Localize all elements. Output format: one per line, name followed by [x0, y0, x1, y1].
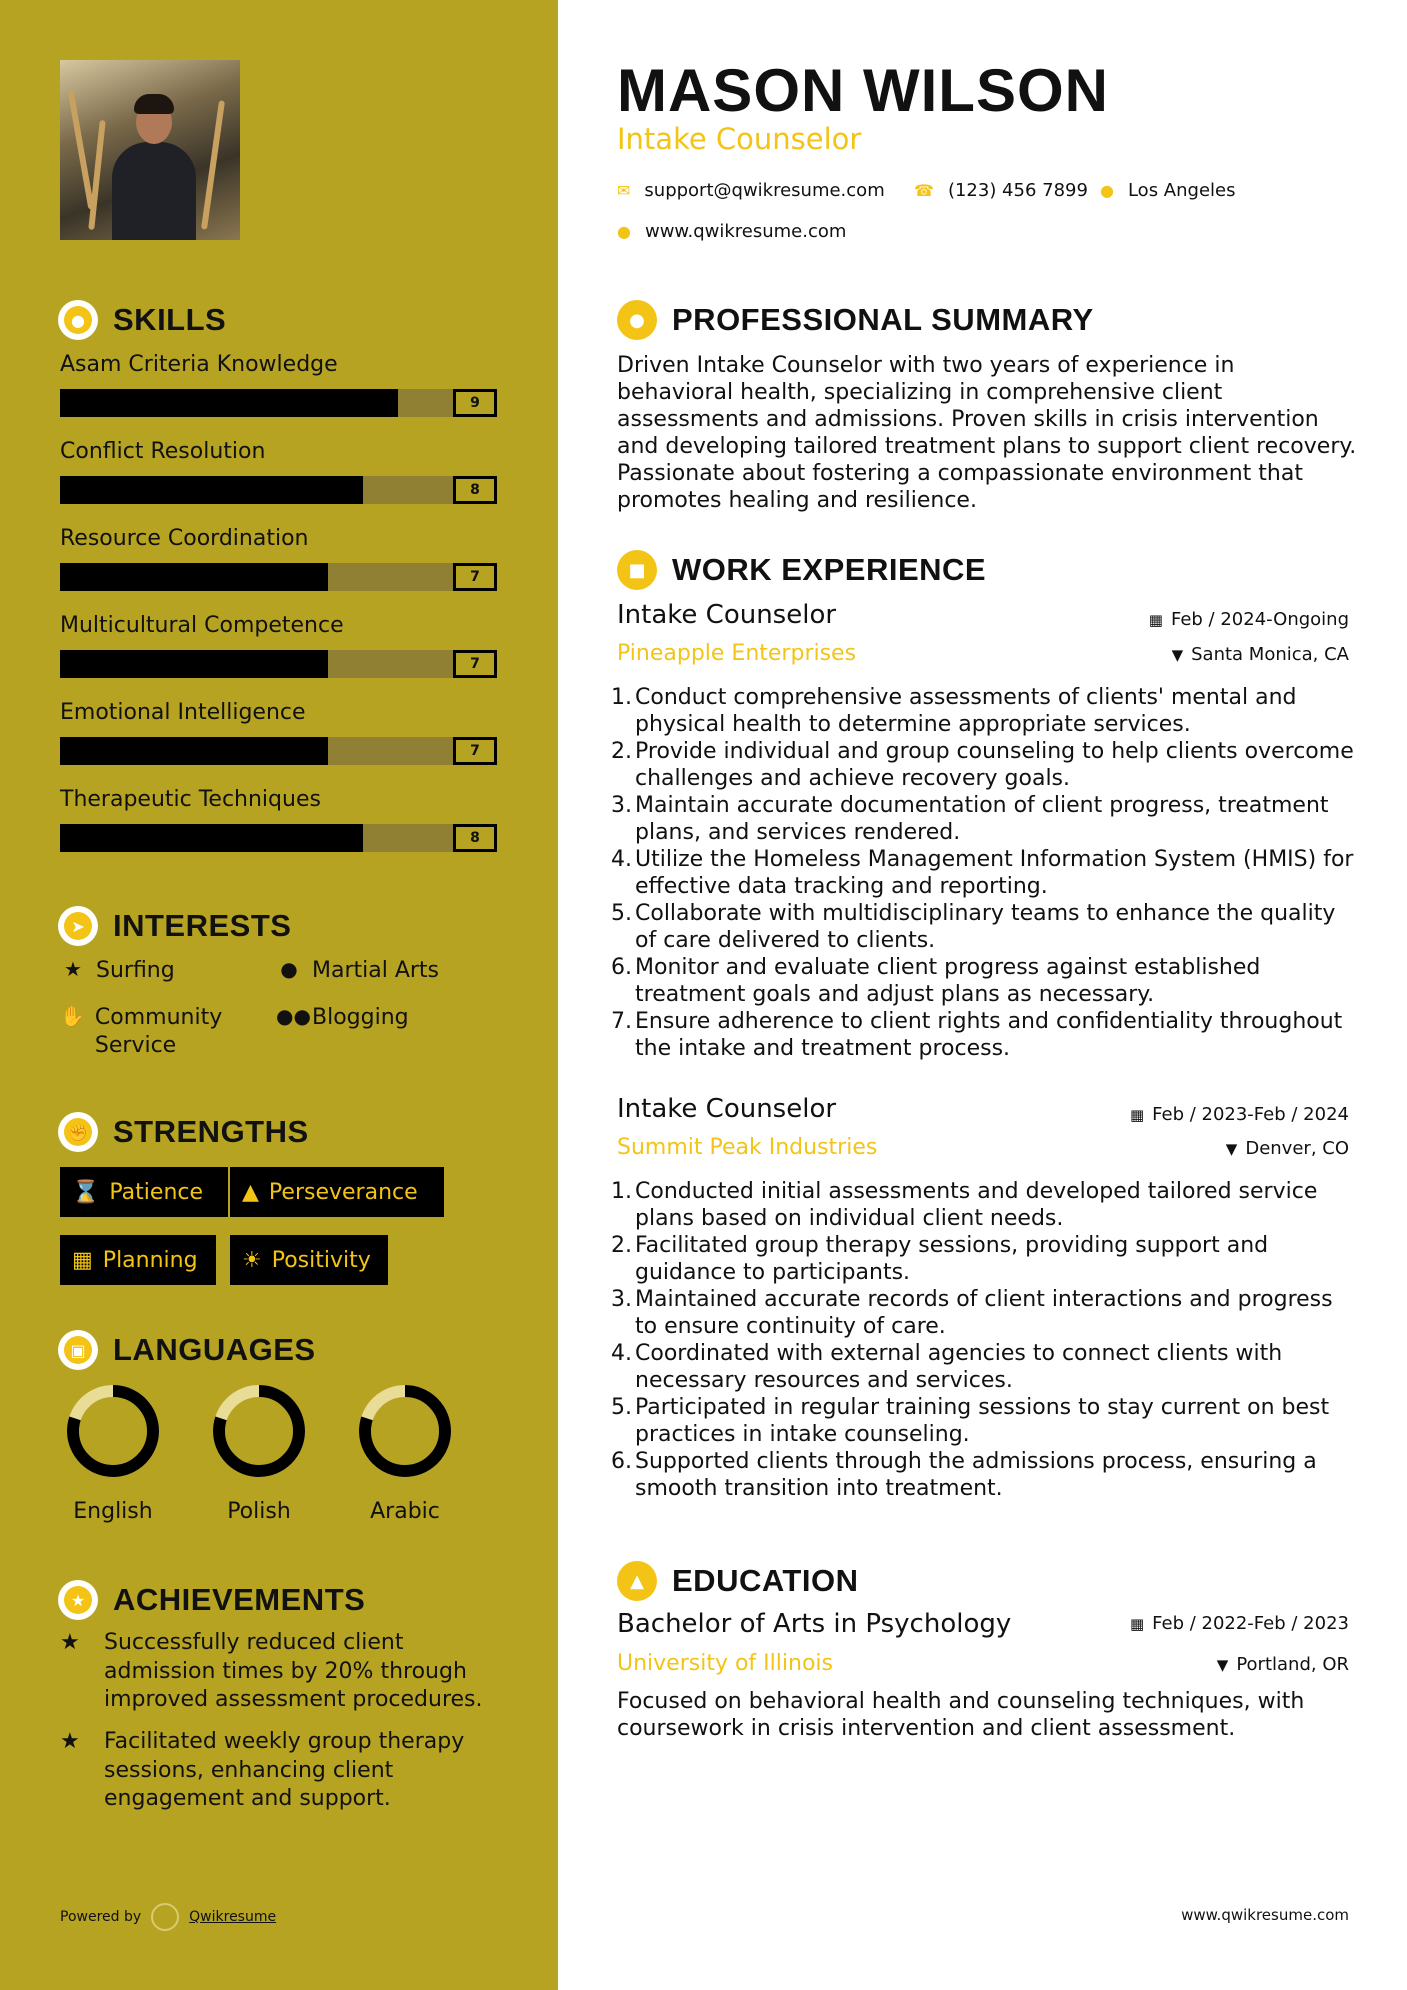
powered-by: Powered by Qwikresume — [60, 1903, 276, 1931]
skill-level: 7 — [453, 737, 497, 765]
star-icon: ★ — [64, 957, 82, 981]
skill-name: Resource Coordination — [60, 526, 309, 551]
hourglass-icon: ⌛ — [72, 1179, 100, 1205]
duty-item: Conduct comprehensive assessments of clients' mental and physical health to determine appropriate services. — [635, 685, 1297, 737]
skill-name: Conflict Resolution — [60, 439, 266, 464]
job-duties — [635, 684, 1357, 1062]
contact-phone[interactable]: ☎ (123) 456 7899 — [914, 180, 1088, 201]
qwikresume-logo-icon — [151, 1903, 179, 1931]
duty-item: Monitor and evaluate client progress against established treatment goals and adjust plans as necessary. — [635, 955, 1261, 1007]
contact-website[interactable]: ● www.qwikresume.com — [617, 221, 847, 242]
user-icon: ● — [617, 300, 657, 340]
interest-item: ● Martial Arts — [276, 957, 439, 985]
skill-bar — [60, 737, 497, 765]
language-name: English — [73, 1499, 153, 1524]
hand-icon: ✋ — [60, 1004, 85, 1028]
skill-level: 7 — [453, 650, 497, 678]
graduation-cap-icon: ▲ — [617, 1561, 657, 1601]
candidate-name: MASON WILSON — [617, 57, 1109, 124]
qwikresume-link[interactable]: Qwikresume — [189, 1909, 277, 1925]
education-description: Focused on behavioral health and counseling techniques, with coursework in crisis intervention and client assessment. — [617, 1689, 1305, 1741]
duty-item: Collaborate with multidisciplinary teams to enhance the quality of care delivered to clients. — [635, 901, 1336, 953]
language-ring — [358, 1384, 452, 1478]
skill-bar — [60, 563, 497, 591]
interests-heading: INTERESTS — [113, 908, 292, 943]
skill-bar-fill — [60, 563, 328, 591]
contact-location: ● Los Angeles — [1100, 180, 1236, 201]
skills-heading: SKILLS — [113, 302, 227, 337]
interest-item: ●● Blogging — [276, 1004, 409, 1030]
calendar-icon: ▦ — [1129, 1105, 1145, 1124]
star-icon: ★ — [60, 1729, 80, 1754]
language-icon: ▣ — [58, 1330, 98, 1370]
job-company: Pineapple Enterprises — [617, 641, 857, 666]
skill-bar — [60, 824, 497, 852]
degree-title: Bachelor of Arts in Psychology — [617, 1609, 1012, 1639]
job-company: Summit Peak Industries — [617, 1135, 878, 1160]
achievements-heading: ACHIEVEMENTS — [113, 1582, 366, 1617]
strength-badge: ⌛ Patience — [60, 1167, 228, 1217]
globe-icon: ● — [617, 222, 631, 241]
road-icon: ▲ — [242, 1179, 259, 1205]
language-ring — [66, 1384, 160, 1478]
job-title: Intake Counselor — [617, 1094, 837, 1124]
experience-heading: WORK EXPERIENCE — [672, 552, 987, 587]
duty-item: Utilize the Homeless Management Information System (HMIS) for effective data tracking and reporting. — [635, 847, 1354, 899]
job-duties — [635, 1178, 1357, 1502]
pushpin-icon: ▼ — [1171, 645, 1184, 664]
summary-text: Driven Intake Counselor with two years of experience in behavioral health, specializing in comprehensive client assessments and admissions. Proven skills in crisis intervention and developing tailored treatment plans to support client recovery. Passionate about fostering a compassionate environment that promotes healing and resilience. — [617, 353, 1357, 513]
job-title: Intake Counselor — [617, 600, 837, 630]
duty-item: Conducted initial assessments and developed tailored service plans based on individual client needs. — [635, 1179, 1318, 1231]
education-dates: ▦ Feb / 2022-Feb / 2023 — [1129, 1613, 1349, 1634]
phone-icon: ☎ — [914, 181, 934, 200]
skill-bar — [60, 650, 497, 678]
profile-photo — [60, 60, 240, 240]
globe-icon: ● — [280, 957, 298, 981]
fist-icon: ✊ — [58, 1112, 98, 1152]
users-icon: ●● — [276, 1004, 311, 1028]
paper-plane-icon: ➤ — [58, 906, 98, 946]
education-location: ▼ Portland, OR — [1216, 1654, 1349, 1675]
skill-bar — [60, 476, 497, 504]
strength-badge: ▲ Perseverance — [230, 1167, 444, 1217]
achievement-item: ★ Facilitated weekly group therapy sessions, enhancing client engagement and support. — [60, 1728, 510, 1814]
star-icon: ★ — [60, 1630, 80, 1655]
strengths-heading: STRENGTHS — [113, 1114, 309, 1149]
contact-email[interactable]: ✉ support@qwikresume.com — [617, 180, 885, 201]
job-location: ▼ Denver, CO — [1225, 1138, 1349, 1159]
duty-item: Supported clients through the admissions process, ensuring a smooth transition into treatment. — [635, 1449, 1317, 1501]
duty-item: Maintain accurate documentation of client progress, treatment plans, and services rendered. — [635, 793, 1329, 845]
duty-item: Coordinated with external agencies to connect clients with necessary resources and services. — [635, 1341, 1283, 1393]
job-dates: ▦ Feb / 2023-Feb / 2024 — [1129, 1104, 1349, 1125]
duty-item: Maintained accurate records of client interactions and progress to ensure continuity of care. — [635, 1287, 1333, 1339]
sidebar — [0, 0, 558, 1990]
award-star-icon: ★ — [58, 1580, 98, 1620]
skill-bar — [60, 389, 497, 417]
candidate-role: Intake Counselor — [617, 122, 862, 156]
calendar-icon: ▦ — [1148, 610, 1163, 629]
skill-level: 9 — [453, 389, 497, 417]
skill-name: Therapeutic Techniques — [60, 787, 321, 812]
duty-item: Facilitated group therapy sessions, providing support and guidance to participants. — [635, 1233, 1269, 1285]
education-heading: EDUCATION — [672, 1563, 859, 1598]
school-name: University of Illinois — [617, 1651, 833, 1676]
skill-bar-fill — [60, 737, 328, 765]
sun-icon: ☀ — [242, 1247, 262, 1273]
languages-heading: LANGUAGES — [113, 1332, 316, 1367]
interest-item: ★ Surfing — [60, 957, 175, 985]
skill-bar-fill — [60, 389, 398, 417]
pushpin-icon: ▼ — [1225, 1139, 1238, 1158]
job-dates: ▦ Feb / 2024-Ongoing — [1148, 609, 1349, 630]
skill-name: Asam Criteria Knowledge — [60, 352, 338, 377]
strength-badge: ▦ Planning — [60, 1235, 216, 1285]
skill-bar-fill — [60, 650, 328, 678]
skill-level: 8 — [453, 476, 497, 504]
briefcase-icon: ■ — [617, 550, 657, 590]
achievement-item: ★ Successfully reduced client admission times by 20% through improved assessment procedures. — [60, 1629, 510, 1715]
skill-level: 7 — [453, 563, 497, 591]
lightbulb-icon: ● — [58, 300, 98, 340]
skill-name: Multicultural Competence — [60, 613, 344, 638]
job-location: ▼ Santa Monica, CA — [1171, 644, 1349, 665]
duty-item: Ensure adherence to client rights and confidentiality throughout the intake and treatment process. — [635, 1009, 1343, 1061]
language-ring — [212, 1384, 306, 1478]
skill-name: Emotional Intelligence — [60, 700, 306, 725]
envelope-icon: ✉ — [617, 181, 631, 200]
summary-heading: PROFESSIONAL SUMMARY — [672, 302, 1094, 337]
language-name: Arabic — [370, 1499, 440, 1524]
footer-url[interactable]: www.qwikresume.com — [1181, 1906, 1349, 1924]
calendar-icon: ▦ — [1129, 1614, 1145, 1633]
interest-item: ✋ Community Service — [60, 1004, 223, 1058]
calendar-icon: ▦ — [72, 1247, 93, 1273]
skill-bar-fill — [60, 476, 363, 504]
duty-item: Provide individual and group counseling to help clients overcome challenges and achieve recovery goals. — [635, 739, 1354, 791]
pushpin-icon: ▼ — [1216, 1655, 1229, 1674]
language-name: Polish — [227, 1499, 291, 1524]
map-pin-icon: ● — [1100, 181, 1114, 200]
duty-item: Participated in regular training sessions to stay current on best practices in intake counseling. — [635, 1395, 1330, 1447]
skill-bar-fill — [60, 824, 363, 852]
strength-badge: ☀ Positivity — [230, 1235, 388, 1285]
skill-level: 8 — [453, 824, 497, 852]
